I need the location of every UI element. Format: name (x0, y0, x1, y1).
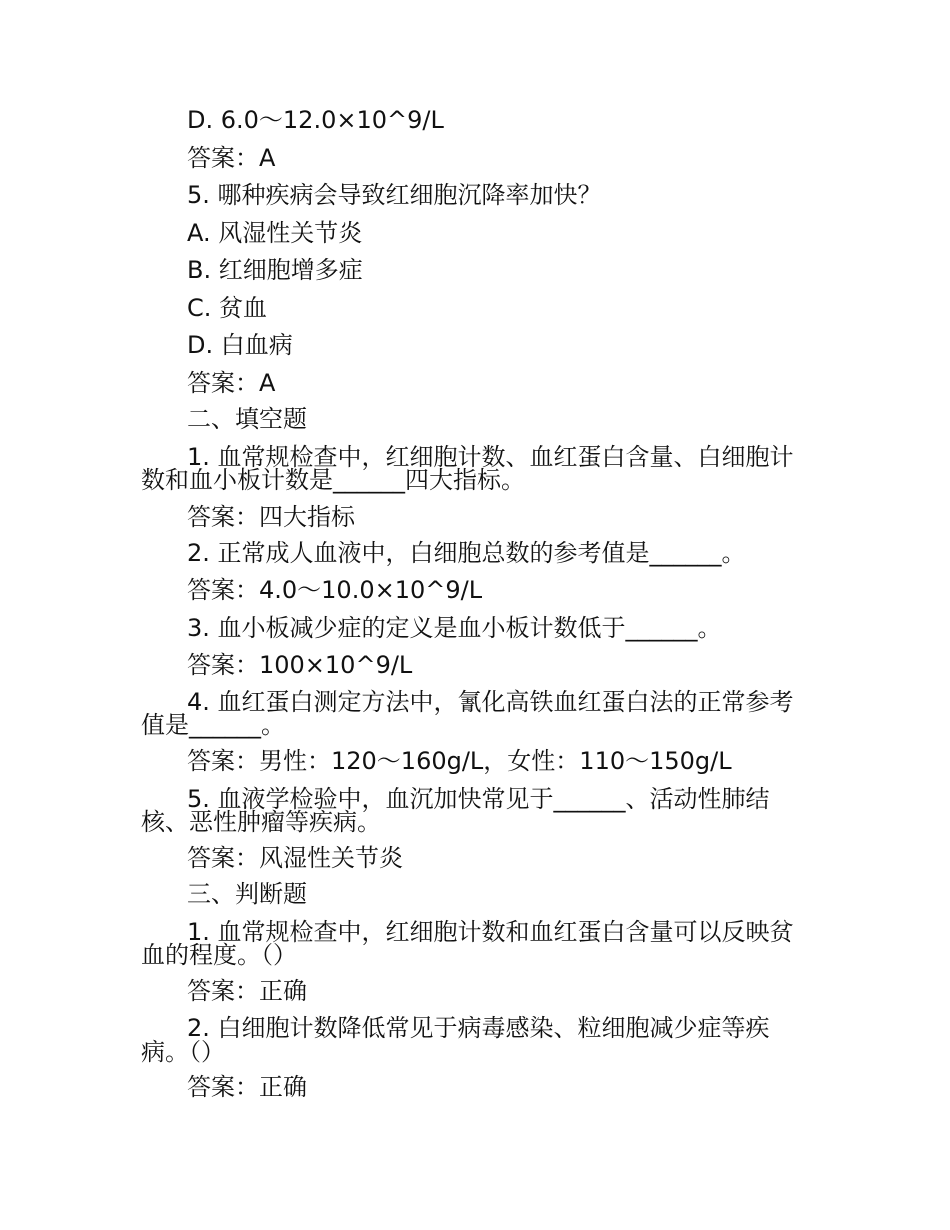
judge-question-2-line-2: 病。（） (141, 1038, 225, 1066)
fill-question-1-line-2: 数和血小板计数是______四大指标。 (141, 466, 525, 494)
question-5: 5. 哪种疾病会导致红细胞沉降率加快？ (187, 181, 602, 209)
fill-question-5-line-2: 核、恶性肿瘤等疾病。 (141, 808, 381, 836)
fill-question-3: 3. 血小板减少症的定义是血小板计数低于______。 (187, 614, 722, 642)
option-b-q5: B. 红细胞增多症 (187, 256, 363, 284)
option-c-q5: C. 贫血 (187, 294, 268, 322)
fill-answer-4: 答案：男性：120～160g/L，女性：110～150g/L (187, 747, 732, 775)
fill-question-5-line-1: 5. 血液学检验中，血沉加快常见于______、活动性肺结 (187, 785, 770, 813)
fill-question-4-line-2: 值是______。 (141, 711, 285, 739)
judge-question-1-line-1: 1. 血常规检查中，红细胞计数和血红蛋白含量可以反映贫 (187, 918, 794, 946)
judge-answer-1: 答案：正确 (187, 977, 307, 1005)
section-heading-true-false: 三、判断题 (187, 880, 307, 908)
option-d-q5: D. 白血病 (187, 331, 293, 359)
option-d-q4: D. 6.0～12.0×10^9/L (187, 106, 444, 134)
judge-question-1-line-2: 血的程度。（） (141, 941, 297, 969)
option-a-q5: A. 风湿性关节炎 (187, 219, 363, 247)
answer-q4: 答案：A (187, 144, 276, 172)
fill-answer-3: 答案：100×10^9/L (187, 651, 413, 679)
fill-question-2: 2. 正常成人血液中，白细胞总数的参考值是______。 (187, 539, 746, 567)
judge-question-2-line-1: 2. 白细胞计数降低常见于病毒感染、粒细胞减少症等疾 (187, 1014, 770, 1042)
answer-q5: 答案：A (187, 369, 276, 397)
fill-answer-1: 答案：四大指标 (187, 503, 355, 531)
fill-question-4-line-1: 4. 血红蛋白测定方法中，氰化高铁血红蛋白法的正常参考 (187, 688, 794, 716)
fill-answer-5: 答案：风湿性关节炎 (187, 844, 403, 872)
fill-answer-2: 答案：4.0～10.0×10^9/L (187, 576, 483, 604)
judge-answer-2: 答案：正确 (187, 1073, 307, 1101)
fill-question-1-line-1: 1. 血常规检查中，红细胞计数、血红蛋白含量、白细胞计 (187, 443, 794, 471)
section-heading-fill-blank: 二、填空题 (187, 405, 307, 433)
